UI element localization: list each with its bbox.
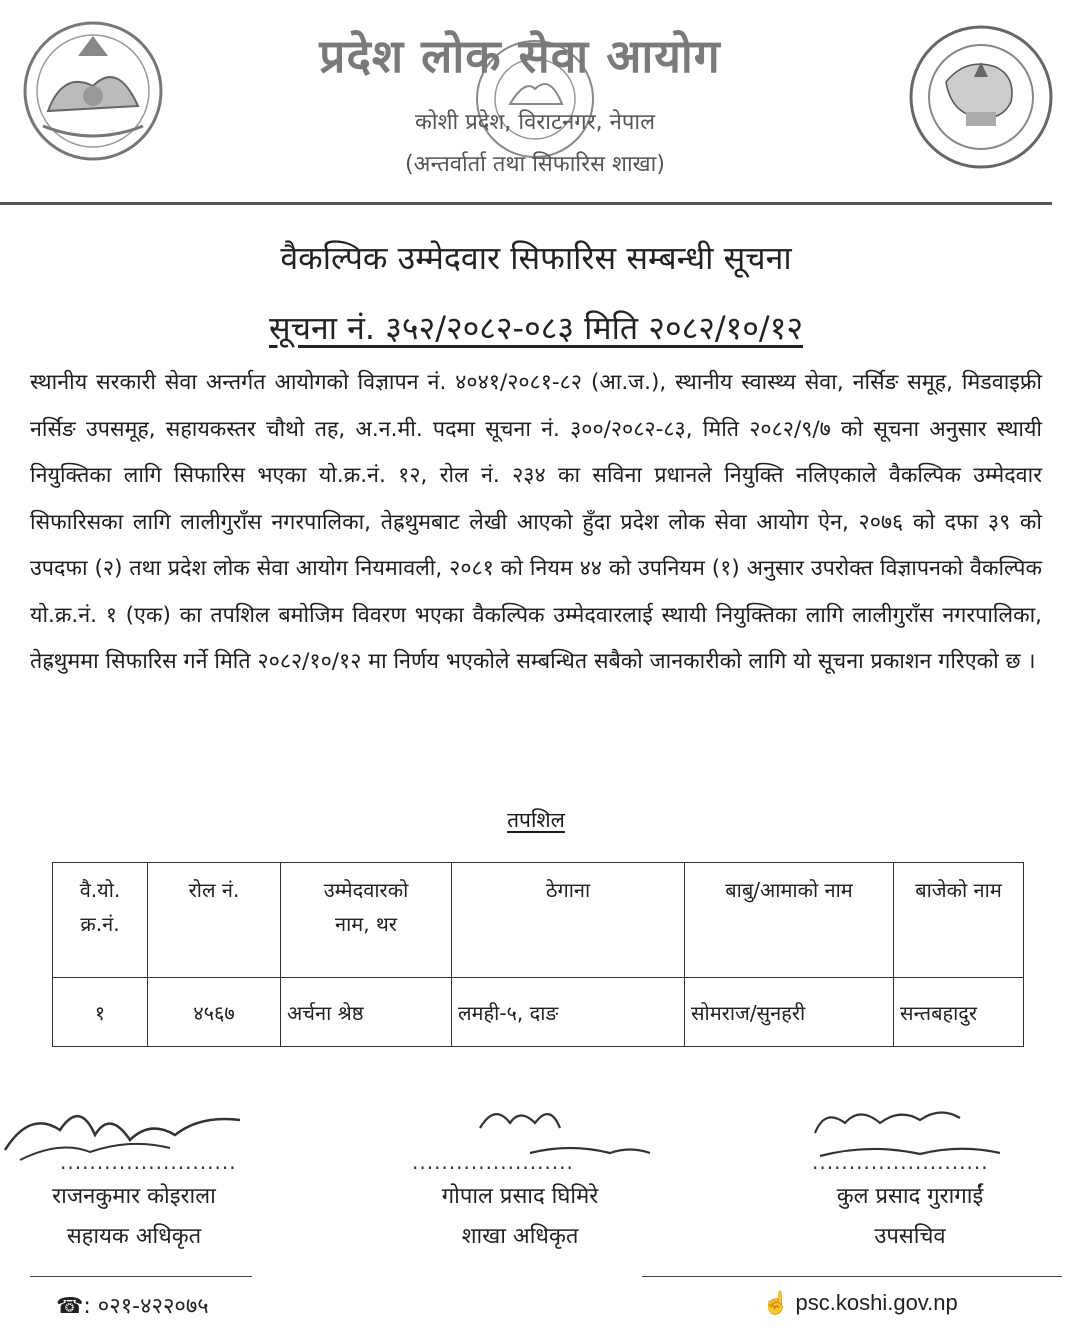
table-caption: तपशिल bbox=[507, 808, 565, 832]
col-roll bbox=[148, 863, 281, 978]
col-serial bbox=[53, 863, 148, 978]
col-name-line2: नाम, थर bbox=[335, 912, 397, 936]
col-name bbox=[281, 863, 452, 978]
col-roll-label: रोल नं. bbox=[188, 878, 240, 902]
col-address-label: ठेगाना bbox=[545, 878, 591, 902]
cell-name: अर्चना श्रेष्ठ bbox=[281, 978, 452, 1047]
col-grandfather-label: बाजेको नाम bbox=[915, 878, 1002, 902]
notice-number-text: सूचना नं. ३५२/२०८२-०८३ मिति २०८२/१०/१२ bbox=[269, 309, 803, 347]
candidate-table bbox=[52, 862, 1024, 1047]
signature-1-date-line: ........................ bbox=[60, 1150, 237, 1174]
nepal-government-emblem-icon bbox=[18, 16, 168, 166]
col-parents bbox=[685, 863, 894, 978]
notice-number bbox=[0, 306, 1072, 349]
table-header-row bbox=[53, 863, 1024, 978]
col-name-line1: उम्मेदवारको bbox=[323, 878, 409, 902]
col-parents-label: बाबु/आमाको नाम bbox=[725, 878, 853, 902]
cell-grandfather: सन्तबहादुर bbox=[894, 978, 1024, 1047]
commission-title: प्रदेश लोक सेवा आयोग bbox=[319, 29, 721, 83]
footer-website bbox=[762, 1290, 958, 1316]
col-serial-line1: वै.यो. bbox=[79, 878, 121, 902]
footer-divider-right bbox=[642, 1276, 1062, 1277]
notice-title: वैकल्पिक उम्मेदवार सिफारिस सम्बन्धी सूचना bbox=[280, 239, 792, 277]
signature-2-role: शाखा अधिकृत bbox=[461, 1224, 579, 1249]
notice-body: स्थानीय सरकारी सेवा अन्तर्गत आयोगको विज्ञापन नं. ४०४१/२०८१-८२ (आ.ज.), स्थानीय स्वास्थ्य सेवा, नर्सिङ समूह, मिडवाइफ्री नर्सिङ उपसमूह, सहायकस्तर चौथो तह, अ.न.मी. पदमा सूचना नं. ३००/२०८२-८३, मिति २०८२/९/७ को सूचना अनुसार स्थायी नियुक्तिका लागि सिफारिस भएका यो.क्र.नं. १२, रोल नं. २३४ का सविना प्रधानले नियुक्ति नलिएकाले वैकल्पिक उम्मेदवार सिफारिसका लागि लालीगुराँस नगरपालिका, तेह्रथुमबाट लेखी आएको हुँदा प्रदेश लोक सेवा आयोग ऐन, २०७६ को दफा ३९ को उपदफा (२) तथा प्रदेश लोक सेवा आयोग नियमावली, २०८१ को नियम ४४ को उपनियम (१) अनुसार उपरोक्त विज्ञापनको वैकल्पिक यो.क्र.नं. १ (एक) का तपशिल बमोजिम विवरण भएका वैकल्पिक उम्मेदवारलाई स्थायी नियुक्तिका लागि लालीगुराँस नगरपालिका, तेह्रथुममा सिफारिस गर्ने मिति २०८२/१०/१२ मा निर्णय भएकोले सम्बन्धित सबैको जानकारीको लागि यो सूचना प्रकाशन गरिएको छ । bbox=[30, 370, 1042, 674]
cell-serial: १ bbox=[53, 978, 148, 1047]
table-row bbox=[53, 978, 1024, 1047]
signature-2-name: गोपाल प्रसाद घिमिरे bbox=[441, 1184, 599, 1209]
cell-address: लमही-५, दाङ bbox=[452, 978, 685, 1047]
footer-phone: ☎: ०२१-४२२०७५ bbox=[56, 1294, 209, 1319]
cell-parents: सोमराज/सुनहरी bbox=[685, 978, 894, 1047]
footer-divider-left bbox=[30, 1276, 252, 1277]
signature-1-role: सहायक अधिकृत bbox=[66, 1224, 202, 1249]
signature-3-name: कुल प्रसाद गुरागाईं bbox=[836, 1184, 984, 1209]
col-serial-line2: क्र.नं. bbox=[80, 912, 120, 936]
public-service-commission-logo-icon bbox=[906, 22, 1056, 172]
signature-3-role: उपसचिव bbox=[874, 1224, 946, 1249]
cell-roll: ४५६७ bbox=[148, 978, 281, 1047]
signature-3-date-line: ........................ bbox=[812, 1150, 989, 1174]
footer-website-text[interactable]: psc.koshi.gov.np bbox=[795, 1290, 958, 1315]
signature-2-date-line: ...................... bbox=[412, 1150, 574, 1174]
commission-address: कोशी प्रदेश, विराटनगर, नेपाल bbox=[414, 110, 655, 135]
col-address bbox=[452, 863, 685, 978]
web-pointer-icon: ☝ bbox=[762, 1290, 796, 1315]
signature-1-name: राजनकुमार कोइराला bbox=[52, 1184, 216, 1209]
col-grandfather bbox=[894, 863, 1024, 978]
branch-name: (अन्तर्वार्ता तथा सिफारिस शाखा) bbox=[405, 152, 665, 177]
header-divider bbox=[0, 202, 1052, 205]
